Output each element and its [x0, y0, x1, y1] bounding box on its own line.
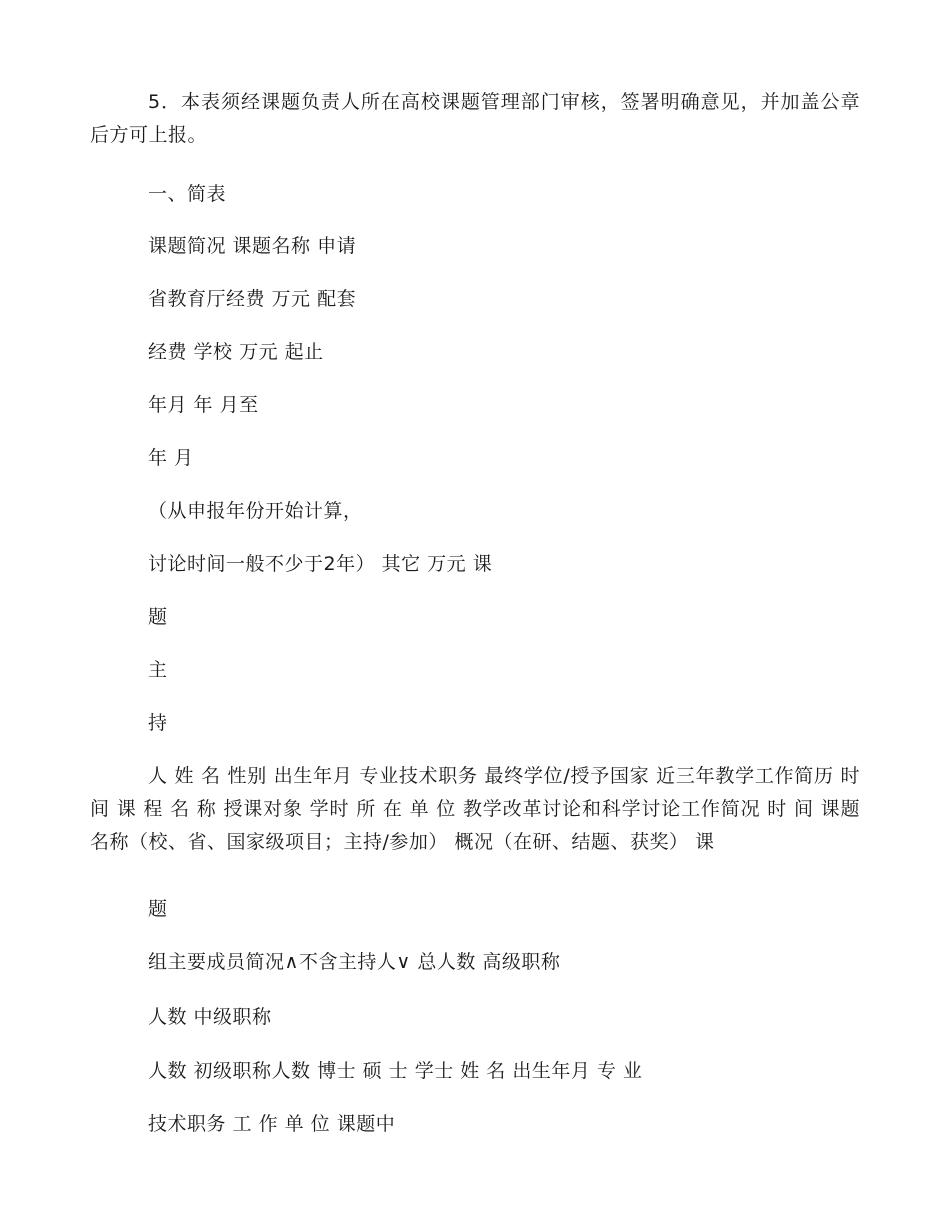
text-line: 技术职务 工 作 单 位 课题中 [148, 1113, 396, 1135]
text-line: 人数 中级职称 [148, 1006, 272, 1028]
section-title: 一、简表 [148, 183, 227, 205]
text-line: 题 [148, 898, 168, 920]
text-line: 组主要成员简况∧不含主持人∨ 总人数 高级职称 [148, 951, 561, 973]
text-line: 省教育厅经费 万元 配套 [148, 288, 357, 310]
text-line: 年 月 [148, 447, 194, 469]
text-line: 题 [148, 606, 168, 628]
text-line: （从申报年份开始计算， [148, 500, 363, 522]
text-line: 经费 学校 万元 起止 [148, 341, 324, 363]
text-line: 讨论时间一般不少于2年） 其它 万元 课 [148, 553, 493, 575]
text-line: 持 [148, 712, 168, 734]
text-line: 课题简况 课题名称 申请 [148, 235, 357, 257]
note-paragraph-5: 5．本表须经课题负责人所在高校课题管理部门审核，签署明确意见，并加盖公章后方可上报。 [90, 91, 860, 146]
long-paragraph: 人 姓 名 性别 出生年月 专业技术职务 最终学位/授予国家 近三年教学工作简历 时 间 课 程 名 称 授课对象 学时 所 在 单 位 教学改革讨论和科学讨论工作简况 时 间 课题名称（校、省、国家级项目；主持/参加） 概况（在研、结题、获奖） 课 [90, 765, 860, 853]
text-line: 人数 初级职称人数 博士 硕 士 学士 姓 名 出生年月 专 业 [148, 1060, 643, 1082]
text-line: 主 [148, 659, 168, 681]
text-line: 年月 年 月至 [148, 394, 259, 416]
